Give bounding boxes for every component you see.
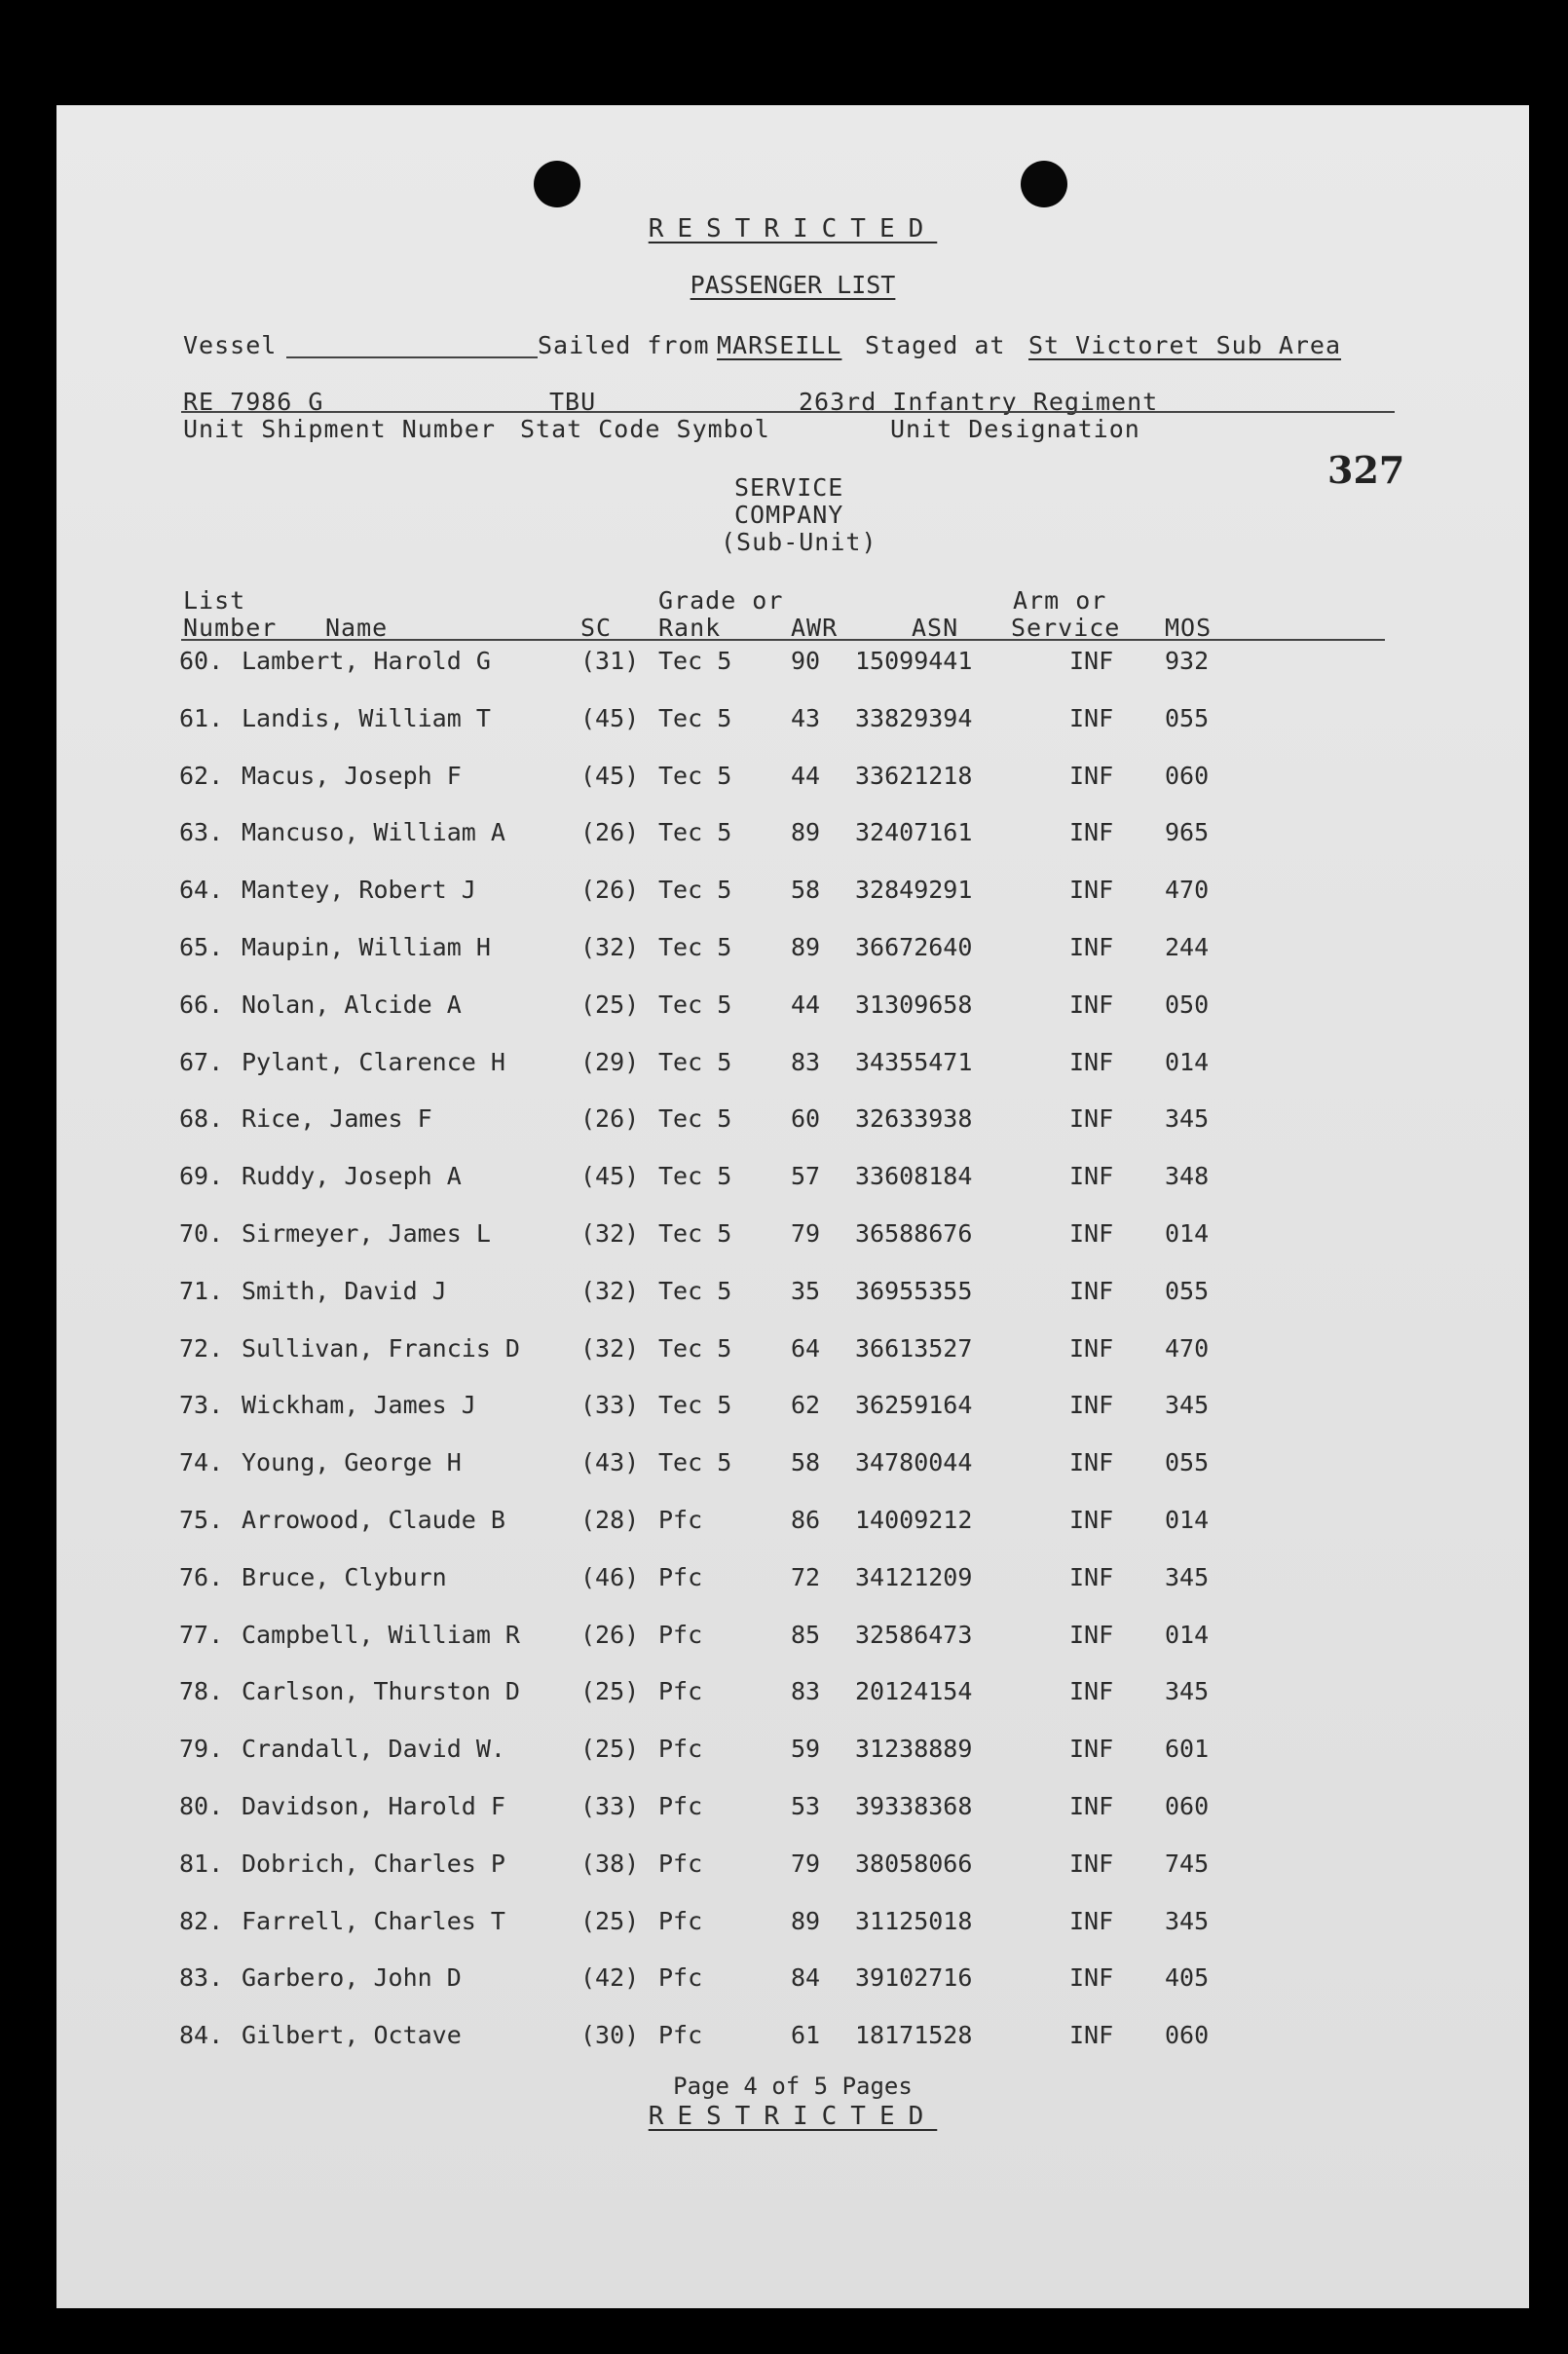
list-number: 62.	[179, 761, 224, 790]
passenger-name: Rice, James F	[242, 1104, 432, 1134]
asn-value: 32849291	[855, 876, 973, 905]
list-number: 66.	[179, 990, 224, 1019]
arm-service: INF	[1069, 990, 1114, 1019]
col-grade: Rank	[658, 614, 722, 642]
sc-code: (25)	[580, 1906, 640, 1935]
passenger-name: Dobrich, Charles P	[242, 1849, 505, 1878]
table-row	[56, 933, 1420, 972]
col-mos: MOS	[1165, 614, 1213, 642]
table-row	[56, 1621, 1420, 1660]
passenger-name: Farrell, Charles T	[242, 1906, 505, 1935]
asn-value: 34780044	[855, 1448, 973, 1477]
awr-value: 43	[791, 703, 821, 732]
mos-code: 405	[1165, 1963, 1210, 1993]
grade-rank: Tec 5	[658, 818, 732, 847]
awr-value: 84	[791, 1963, 821, 1993]
table-row	[56, 1104, 1420, 1143]
list-number: 82.	[179, 1906, 224, 1935]
mos-code: 470	[1165, 1333, 1210, 1363]
sub-unit-line1: SERVICE	[734, 473, 844, 502]
mos-code: 470	[1165, 876, 1210, 905]
sailed-from-label: Sailed from	[538, 331, 710, 359]
awr-value: 90	[791, 647, 821, 675]
list-number: 74.	[179, 1448, 224, 1477]
grade-rank: Tec 5	[658, 1391, 732, 1420]
mos-code: 932	[1165, 647, 1210, 675]
asn-value: 36955355	[855, 1276, 973, 1305]
awr-value: 62	[791, 1391, 821, 1420]
passenger-name: Crandall, David W.	[242, 1735, 505, 1764]
mos-code: 601	[1165, 1735, 1210, 1764]
sc-code: (30)	[580, 2021, 640, 2050]
awr-value: 89	[791, 818, 821, 847]
grade-rank: Pfc	[658, 1735, 703, 1764]
awr-value: 60	[791, 1104, 821, 1134]
mos-code: 244	[1165, 933, 1210, 961]
table-row	[56, 876, 1420, 915]
asn-value: 31238889	[855, 1735, 973, 1764]
awr-value: 58	[791, 1448, 821, 1477]
sc-code: (43)	[580, 1448, 640, 1477]
awr-value: 58	[791, 876, 821, 905]
arm-service: INF	[1069, 703, 1114, 732]
passenger-name: Maupin, William H	[242, 933, 491, 961]
document-page	[56, 105, 1529, 2308]
mos-code: 345	[1165, 1906, 1210, 1935]
arm-service: INF	[1069, 1735, 1114, 1764]
col-awr: AWR	[791, 614, 839, 642]
asn-value: 33621218	[855, 761, 973, 790]
awr-value: 79	[791, 1849, 821, 1878]
passenger-name: Lambert, Harold G	[242, 647, 491, 675]
mos-code: 014	[1165, 1506, 1210, 1534]
sc-code: (26)	[580, 1104, 640, 1134]
passenger-name: Pylant, Clarence H	[242, 1047, 505, 1076]
awr-value: 83	[791, 1047, 821, 1076]
arm-service: INF	[1069, 2021, 1114, 2050]
table-row	[56, 1048, 1420, 1087]
unit-designation-underline	[797, 411, 1395, 413]
grade-rank: Pfc	[658, 1562, 703, 1591]
passenger-name: Bruce, Clyburn	[242, 1562, 447, 1591]
table-row	[56, 1735, 1420, 1774]
list-number: 83.	[179, 1963, 224, 1993]
sc-code: (25)	[580, 1735, 640, 1764]
asn-value: 39338368	[855, 1792, 973, 1820]
sc-code: (32)	[580, 1333, 640, 1363]
list-number: 76.	[179, 1562, 224, 1591]
list-number: 84.	[179, 2021, 224, 2050]
passenger-name: Sullivan, Francis D	[242, 1333, 520, 1363]
passenger-name: Young, George H	[242, 1448, 462, 1477]
table-row	[56, 1563, 1420, 1602]
list-number: 65.	[179, 933, 224, 961]
sailed-from-value: MARSEILL	[717, 331, 842, 359]
arm-service: INF	[1069, 1333, 1114, 1363]
sc-code: (33)	[580, 1391, 640, 1420]
mos-code: 345	[1165, 1104, 1210, 1134]
passenger-name: Smith, David J	[242, 1276, 447, 1305]
asn-value: 36259164	[855, 1391, 973, 1420]
table-row	[56, 1850, 1420, 1888]
header-rule	[181, 639, 1385, 641]
table-row	[56, 647, 1420, 686]
grade-rank: Pfc	[658, 1677, 703, 1706]
passenger-name: Macus, Joseph F	[242, 761, 462, 790]
grade-rank: Tec 5	[658, 1276, 732, 1305]
vessel-label: Vessel	[183, 331, 278, 359]
list-number: 70.	[179, 1219, 224, 1248]
sub-unit-line2: COMPANY	[734, 501, 844, 529]
list-number: 72.	[179, 1333, 224, 1363]
list-number: 60.	[179, 647, 224, 675]
list-number: 73.	[179, 1391, 224, 1420]
asn-value: 31125018	[855, 1906, 973, 1935]
grade-rank: Tec 5	[658, 990, 732, 1019]
arm-service: INF	[1069, 1849, 1114, 1878]
asn-value: 34121209	[855, 1562, 973, 1591]
awr-value: 35	[791, 1276, 821, 1305]
grade-rank: Tec 5	[658, 703, 732, 732]
table-row	[56, 1448, 1420, 1487]
asn-value: 33829394	[855, 703, 973, 732]
mos-code: 345	[1165, 1677, 1210, 1706]
staged-at-value: St Victoret Sub Area	[1028, 331, 1342, 359]
sc-code: (25)	[580, 1677, 640, 1706]
table-row	[56, 1334, 1420, 1373]
passenger-name: Carlson, Thurston D	[242, 1677, 520, 1706]
table-row	[56, 2021, 1420, 2060]
sc-code: (26)	[580, 876, 640, 905]
mos-code: 050	[1165, 990, 1210, 1019]
awr-value: 89	[791, 1906, 821, 1935]
asn-value: 36588676	[855, 1219, 973, 1248]
awr-value: 89	[791, 933, 821, 961]
mos-code: 060	[1165, 1792, 1210, 1820]
mos-code: 060	[1165, 2021, 1210, 2050]
mos-code: 014	[1165, 1219, 1210, 1248]
mos-code: 055	[1165, 1448, 1210, 1477]
awr-value: 53	[791, 1792, 821, 1820]
arm-service: INF	[1069, 818, 1114, 847]
list-number: 78.	[179, 1677, 224, 1706]
grade-rank: Pfc	[658, 1792, 703, 1820]
arm-service: INF	[1069, 1276, 1114, 1305]
col-list-top: List	[183, 586, 246, 615]
grade-rank: Pfc	[658, 1849, 703, 1878]
passenger-name: Mantey, Robert J	[242, 876, 476, 905]
vessel-field	[286, 356, 538, 358]
arm-service: INF	[1069, 1219, 1114, 1248]
table-row	[56, 990, 1420, 1029]
list-number: 71.	[179, 1276, 224, 1305]
table-row	[56, 762, 1420, 801]
list-number: 68.	[179, 1104, 224, 1134]
asn-value: 36613527	[855, 1333, 973, 1363]
asn-value: 15099441	[855, 647, 973, 675]
grade-rank: Tec 5	[658, 1333, 732, 1363]
mos-code: 345	[1165, 1562, 1210, 1591]
classification-top: RESTRICTED	[648, 214, 938, 243]
mos-code: 060	[1165, 761, 1210, 790]
sc-code: (45)	[580, 761, 640, 790]
passenger-name: Garbero, John D	[242, 1963, 462, 1993]
unit-shipment-number-label: Unit Shipment Number	[183, 415, 497, 443]
arm-service: INF	[1069, 1562, 1114, 1591]
table-row	[56, 818, 1420, 857]
document-title: PASSENGER LIST	[690, 271, 896, 299]
asn-value: 14009212	[855, 1506, 973, 1534]
asn-value: 32407161	[855, 818, 973, 847]
col-grade-top: Grade or	[658, 586, 784, 615]
table-row	[56, 1391, 1420, 1430]
sc-code: (32)	[580, 1219, 640, 1248]
table-row	[56, 1792, 1420, 1831]
awr-value: 59	[791, 1735, 821, 1764]
asn-value: 20124154	[855, 1677, 973, 1706]
awr-value: 61	[791, 2021, 821, 2050]
arm-service: INF	[1069, 1906, 1114, 1935]
mos-code: 055	[1165, 1276, 1210, 1305]
unit-designation-label: Unit Designation	[890, 415, 1140, 443]
passenger-name: Landis, William T	[242, 703, 491, 732]
grade-rank: Tec 5	[658, 876, 732, 905]
awr-value: 57	[791, 1162, 821, 1191]
stat-code-symbol-label: Stat Code Symbol	[520, 415, 770, 443]
asn-value: 33608184	[855, 1162, 973, 1191]
list-number: 79.	[179, 1735, 224, 1764]
sc-code: (45)	[580, 1162, 640, 1191]
arm-service: INF	[1069, 1162, 1114, 1191]
arm-service: INF	[1069, 1047, 1114, 1076]
sc-code: (31)	[580, 647, 640, 675]
asn-value: 32586473	[855, 1620, 973, 1649]
col-list-number: Number	[183, 614, 278, 642]
passenger-name: Nolan, Alcide A	[242, 990, 462, 1019]
awr-value: 44	[791, 990, 821, 1019]
sc-code: (33)	[580, 1792, 640, 1820]
table-row	[56, 1907, 1420, 1946]
awr-value: 44	[791, 761, 821, 790]
arm-service: INF	[1069, 1391, 1114, 1420]
passenger-name: Sirmeyer, James L	[242, 1219, 491, 1248]
passenger-name: Davidson, Harold F	[242, 1792, 505, 1820]
sc-code: (32)	[580, 933, 640, 961]
sc-code: (45)	[580, 703, 640, 732]
grade-rank: Pfc	[658, 1963, 703, 1993]
punch-hole-left	[534, 161, 580, 207]
page-indicator: Page 4 of 5 Pages	[673, 2073, 913, 2100]
arm-service: INF	[1069, 647, 1114, 675]
grade-rank: Tec 5	[658, 647, 732, 675]
grade-rank: Pfc	[658, 1506, 703, 1534]
asn-value: 32633938	[855, 1104, 973, 1134]
unit-shipment-underline	[181, 411, 547, 413]
arm-service: INF	[1069, 1506, 1114, 1534]
awr-value: 85	[791, 1620, 821, 1649]
table-row	[56, 1677, 1420, 1716]
sc-code: (46)	[580, 1562, 640, 1591]
passenger-name: Campbell, William R	[242, 1620, 520, 1649]
classification-bottom: RESTRICTED	[648, 2102, 938, 2131]
mos-code: 965	[1165, 818, 1210, 847]
grade-rank: Tec 5	[658, 1047, 732, 1076]
awr-value: 86	[791, 1506, 821, 1534]
mos-code: 014	[1165, 1047, 1210, 1076]
passenger-name: Gilbert, Octave	[242, 2021, 462, 2050]
table-row	[56, 1277, 1420, 1316]
arm-service: INF	[1069, 1963, 1114, 1993]
table-row	[56, 1963, 1420, 2002]
arm-service: INF	[1069, 1448, 1114, 1477]
stat-code-underline	[518, 411, 826, 413]
list-number: 81.	[179, 1849, 224, 1878]
awr-value: 64	[791, 1333, 821, 1363]
asn-value: 39102716	[855, 1963, 973, 1993]
mos-code: 345	[1165, 1391, 1210, 1420]
asn-value: 34355471	[855, 1047, 973, 1076]
passenger-name: Wickham, James J	[242, 1391, 476, 1420]
sc-code: (29)	[580, 1047, 640, 1076]
sc-code: (26)	[580, 1620, 640, 1649]
table-row	[56, 704, 1420, 743]
passenger-name: Mancuso, William A	[242, 818, 505, 847]
list-number: 77.	[179, 1620, 224, 1649]
asn-value: 36672640	[855, 933, 973, 961]
asn-value: 38058066	[855, 1849, 973, 1878]
grade-rank: Tec 5	[658, 1162, 732, 1191]
sc-code: (42)	[580, 1963, 640, 1993]
mos-code: 745	[1165, 1849, 1210, 1878]
arm-service: INF	[1069, 1620, 1114, 1649]
grade-rank: Tec 5	[658, 761, 732, 790]
unit-designation: 263rd Infantry Regiment	[799, 388, 1159, 416]
grade-rank: Pfc	[658, 1906, 703, 1935]
sc-code: (28)	[580, 1506, 640, 1534]
table-row	[56, 1506, 1420, 1545]
grade-rank: Tec 5	[658, 933, 732, 961]
arm-service: INF	[1069, 1677, 1114, 1706]
asn-value: 31309658	[855, 990, 973, 1019]
table-row	[56, 1162, 1420, 1201]
col-asn: ASN	[912, 614, 959, 642]
list-number: 67.	[179, 1047, 224, 1076]
passenger-name: Ruddy, Joseph A	[242, 1162, 462, 1191]
sc-code: (38)	[580, 1849, 640, 1878]
sc-code: (26)	[580, 818, 640, 847]
col-arm-top: Arm or	[1013, 586, 1107, 615]
table-row	[56, 1219, 1420, 1258]
col-name: Name	[325, 614, 389, 642]
awr-value: 79	[791, 1219, 821, 1248]
list-number: 69.	[179, 1162, 224, 1191]
punch-hole-right	[1021, 161, 1067, 207]
awr-value: 72	[791, 1562, 821, 1591]
arm-service: INF	[1069, 876, 1114, 905]
sheet-number: 327	[1327, 448, 1405, 492]
sub-unit-label: (Sub-Unit)	[721, 528, 877, 556]
arm-service: INF	[1069, 1104, 1114, 1134]
unit-shipment-number: RE 7986 G	[183, 388, 324, 416]
passenger-name: Arrowood, Claude B	[242, 1506, 505, 1534]
mos-code: 055	[1165, 703, 1210, 732]
list-number: 61.	[179, 703, 224, 732]
arm-service: INF	[1069, 1792, 1114, 1820]
grade-rank: Pfc	[658, 2021, 703, 2050]
grade-rank: Tec 5	[658, 1219, 732, 1248]
awr-value: 83	[791, 1677, 821, 1706]
mos-code: 348	[1165, 1162, 1210, 1191]
arm-service: INF	[1069, 761, 1114, 790]
staged-at-label: Staged at	[865, 331, 1006, 359]
list-number: 75.	[179, 1506, 224, 1534]
list-number: 63.	[179, 818, 224, 847]
stat-code-symbol: TBU	[549, 388, 597, 416]
grade-rank: Tec 5	[658, 1104, 732, 1134]
grade-rank: Pfc	[658, 1620, 703, 1649]
col-sc: SC	[580, 614, 613, 642]
arm-service: INF	[1069, 933, 1114, 961]
mos-code: 014	[1165, 1620, 1210, 1649]
grade-rank: Tec 5	[658, 1448, 732, 1477]
sc-code: (32)	[580, 1276, 640, 1305]
list-number: 80.	[179, 1792, 224, 1820]
list-number: 64.	[179, 876, 224, 905]
col-arm: Service	[1011, 614, 1121, 642]
asn-value: 18171528	[855, 2021, 973, 2050]
sc-code: (25)	[580, 990, 640, 1019]
